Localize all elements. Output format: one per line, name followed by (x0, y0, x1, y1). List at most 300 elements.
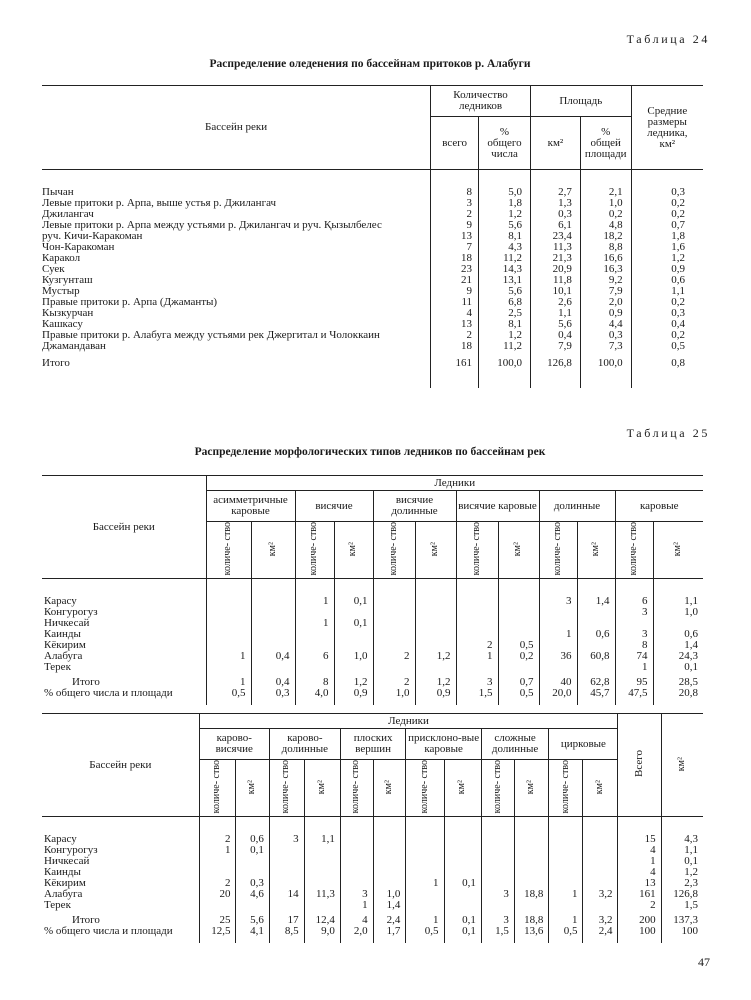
sub-header-km2: км² (266, 541, 278, 556)
total-value: 0,4 (275, 676, 290, 689)
cell-value: 2,1 (608, 186, 623, 198)
cell-value (583, 845, 612, 856)
cell-value (583, 856, 612, 867)
cell-value: 11 (461, 296, 473, 308)
cell-value (305, 900, 335, 911)
cell-value: 2 (487, 639, 493, 652)
cell-value (540, 662, 572, 673)
cell-value (374, 607, 410, 618)
cell-value (583, 867, 612, 878)
percent-value: 0,5 (424, 925, 439, 938)
cell-value (374, 596, 410, 607)
col-basin-header: Бассейн реки (42, 86, 431, 170)
total-row-label: Итого (72, 914, 100, 927)
total-value: 12,4 (315, 914, 335, 927)
cell-value (457, 662, 493, 673)
basin-name: Карасу (44, 595, 77, 608)
cell-value: 13,1 (502, 274, 522, 286)
cell-value: 1,4 (684, 639, 698, 652)
cell-value: 0,3 (250, 877, 264, 890)
cell-value (406, 900, 438, 911)
cell-value: 4 (466, 307, 473, 319)
cell-value (305, 845, 335, 856)
cell-value: 0,3 (671, 307, 685, 319)
cell-value: 9,2 (608, 274, 623, 286)
cell-value: 8 (642, 639, 648, 652)
cell-value (445, 856, 476, 867)
col-basin-header: Бассейн реки (42, 714, 199, 817)
cell-value (457, 618, 493, 629)
cell-value: 2,3 (684, 877, 698, 890)
cell-value (270, 856, 299, 867)
sub-header-count: количе- ство (551, 522, 563, 576)
cell-value: 60,8 (590, 650, 610, 663)
cell-value: 18,8 (524, 888, 544, 901)
cell-value: 3 (642, 606, 648, 619)
col-area-header: Площадь (530, 86, 631, 117)
cell-value (374, 618, 410, 629)
total-value: 1,2 (353, 676, 368, 689)
cell-value: 1,5 (684, 899, 698, 912)
cell-value (578, 662, 610, 673)
row-name: Левые притоки р. Арпа между устьями р. Джилангач и руч. Қызылбелес (42, 219, 382, 231)
cell-value (549, 845, 577, 856)
col-total-header: всего (431, 117, 479, 170)
cell-value (207, 618, 246, 629)
row-name: Кызкурчан (42, 307, 94, 319)
sub-header-km2: км² (456, 779, 468, 794)
col-avg-header: Средние размеры ледника, км² (631, 86, 703, 170)
sub-header-km2: км² (246, 779, 258, 794)
total-value: 17 (287, 914, 299, 927)
cell-value: 2,6 (558, 296, 572, 308)
cell-value: 0,6 (684, 628, 698, 641)
row-name: Мустыр (42, 285, 80, 297)
cell-value: 0,2 (671, 329, 685, 341)
cell-value: 1,0 (608, 197, 623, 209)
group-header: карово-висячие (199, 729, 269, 760)
cell-value (207, 662, 246, 673)
cell-value: 1,2 (671, 252, 685, 264)
total-value: 3 (487, 676, 493, 689)
cell-value: 1,1 (321, 833, 335, 846)
cell-value: 0,1 (684, 661, 698, 674)
total-value: 28,5 (678, 676, 698, 689)
cell-value (270, 845, 299, 856)
group-header: висячие (295, 491, 373, 522)
row-name: Кашкасу (42, 318, 83, 330)
cell-value: 18 (461, 340, 473, 352)
cell-value (270, 900, 299, 911)
cell-value (236, 856, 263, 867)
percent-value: 20,0 (552, 687, 572, 700)
cell-value: 0,6 (595, 628, 610, 641)
cell-value: 5,6 (508, 285, 522, 297)
cell-value: 1 (571, 888, 578, 901)
cell-value: 6,8 (508, 296, 522, 308)
percent-value: 0,1 (462, 925, 476, 938)
cell-value (583, 900, 612, 911)
cell-value: 1,6 (671, 241, 685, 253)
total-value: 4 (362, 914, 368, 927)
cell-value: 8 (466, 186, 473, 198)
cell-value (305, 856, 335, 867)
cell-value (549, 856, 577, 867)
basin-name: Терек (44, 899, 71, 912)
glaciers-header: Ледники (206, 476, 703, 491)
cell-value (406, 889, 438, 900)
cell-value: 5,0 (508, 186, 522, 198)
cell-value: 1,1 (671, 285, 685, 297)
col-all-header: Всего (633, 750, 646, 778)
basin-name: Ничкесай (44, 617, 90, 630)
cell-value (540, 607, 572, 618)
cell-value: 11,8 (553, 274, 572, 286)
cell-value (482, 867, 509, 878)
cell-value (499, 607, 534, 618)
total-value: 1 (240, 676, 246, 689)
percent-value: 0,9 (436, 687, 451, 700)
table-25-label: Таблица 25 (626, 426, 710, 440)
percent-value: 1,0 (395, 687, 410, 700)
cell-value: 4 (650, 844, 656, 857)
cell-value: 5,6 (558, 318, 572, 330)
cell-value: 0,2 (608, 208, 623, 220)
sub-header-count: количе- ство (308, 522, 320, 576)
percent-value: 0,5 (563, 925, 578, 938)
cell-value: 20,9 (552, 263, 572, 275)
table-24 (42, 85, 703, 388)
sub-header-count: количе- ство (627, 522, 639, 576)
total-value: 0,7 (519, 676, 534, 689)
cell-value: 3 (293, 833, 299, 846)
total-value: 3,2 (598, 914, 613, 927)
sub-header-count: количе- ство (559, 760, 571, 814)
percent-value: 13,6 (524, 925, 544, 938)
cell-value (252, 618, 290, 629)
total-value: 0,1 (462, 914, 476, 927)
cell-value (445, 900, 476, 911)
cell-value: 7,3 (608, 340, 623, 352)
cell-value: 1,1 (684, 595, 698, 608)
cell-value (341, 834, 368, 845)
percent-value: 100 (639, 925, 656, 938)
percent-value: 4,0 (314, 687, 329, 700)
sub-header-count: количе- ство (491, 760, 503, 814)
table-24-label: Таблица 24 (626, 32, 710, 46)
percent-value: 1,7 (386, 925, 401, 938)
basin-name: Терек (44, 661, 71, 674)
row-name: Джамандаван (42, 340, 106, 352)
cell-value: 0,1 (353, 617, 368, 630)
cell-value: 2 (404, 650, 410, 663)
cell-value (549, 900, 577, 911)
group-header: висячие долинные (373, 491, 456, 522)
cell-value: 0,2 (671, 296, 685, 308)
cell-value: 74 (636, 650, 648, 663)
total-value: 1 (433, 914, 439, 927)
cell-value: 0,2 (671, 208, 685, 220)
cell-value (482, 856, 509, 867)
table-24-title: Распределение оледенения по бассейнам притоков р. Алабуги (209, 58, 531, 70)
basin-name: Кёкирим (44, 877, 86, 890)
cell-value (296, 629, 329, 640)
cell-value (578, 607, 610, 618)
cell-value: 1 (433, 877, 439, 890)
cell-value (252, 662, 290, 673)
cell-value (236, 900, 263, 911)
col-km2-header: км² (530, 117, 580, 170)
cell-value: 11,3 (316, 888, 335, 901)
sub-header-km2: км² (525, 779, 537, 794)
cell-value: 4 (650, 866, 656, 879)
cell-value (482, 900, 509, 911)
row-name: Чон-Каракоман (42, 241, 115, 253)
group-header: плоских вершин (340, 729, 406, 760)
cell-value (252, 607, 290, 618)
cell-value: 0,1 (250, 844, 264, 857)
cell-value: 9 (466, 285, 473, 297)
cell-value (200, 900, 231, 911)
total-value: 40 (560, 676, 572, 689)
row-name: Каракол (42, 252, 81, 264)
cell-value: 1,8 (508, 197, 522, 209)
cell-value: 4,3 (684, 833, 698, 846)
sub-header-km2: км² (589, 541, 601, 556)
row-name: Кузгунташ (42, 274, 93, 286)
cell-value (515, 856, 544, 867)
cell-value (416, 596, 451, 607)
cell-value: 1 (487, 650, 493, 663)
cell-value: 1,2 (684, 866, 698, 879)
basin-name: Каинды (44, 866, 81, 879)
row-name: руч. Кичи-Каракоман (42, 230, 143, 242)
cell-value: 0,2 (519, 650, 534, 663)
cell-value: 1 (224, 844, 231, 857)
cell-value: 0,4 (275, 650, 290, 663)
sub-header-count: количе- ство (387, 522, 399, 576)
cell-value: 2 (466, 208, 473, 220)
percent-row-label: % общего числа и площади (44, 925, 173, 938)
sub-header-km2: км² (594, 779, 606, 794)
cell-value (341, 845, 368, 856)
sub-header-count: количе- ство (350, 760, 362, 814)
cell-value (200, 856, 231, 867)
cell-value: 18,2 (603, 230, 623, 242)
sub-header-count: количе- ство (470, 522, 482, 576)
cell-value (499, 618, 534, 629)
cell-value: 8,1 (508, 318, 522, 330)
sub-header-km2: км² (672, 541, 683, 556)
group-header: долинные (539, 491, 615, 522)
basin-name: Конгурогуз (44, 844, 98, 857)
cell-value: 1 (642, 661, 648, 674)
cell-value: 1,2 (508, 329, 522, 341)
cell-value: 11,2 (503, 252, 522, 264)
cell-value: 1 (323, 595, 329, 608)
col-km2-header: км² (676, 756, 688, 771)
percent-value: 0,3 (275, 687, 290, 700)
total-value: 2,4 (386, 914, 401, 927)
cell-value: 0,6 (671, 274, 685, 286)
cell-value: 3 (362, 888, 368, 901)
cell-value (482, 845, 509, 856)
cell-value: 0,3 (608, 329, 623, 341)
cell-value: 1 (362, 899, 368, 912)
percent-value: 4,1 (250, 925, 264, 938)
cell-value: 6,1 (558, 219, 572, 231)
cell-value (406, 834, 438, 845)
row-name: Пычан (42, 186, 74, 198)
cell-value: 16,6 (603, 252, 623, 264)
cell-value: 21 (461, 274, 473, 286)
cell-value: 3,2 (598, 888, 613, 901)
cell-value (457, 607, 493, 618)
cell-value: 0,2 (671, 197, 685, 209)
cell-value: 15 (644, 833, 656, 846)
cell-value: 6 (642, 595, 648, 608)
total-value: 25 (219, 914, 231, 927)
cell-value: 161 (639, 888, 656, 901)
percent-value: 1,5 (495, 925, 509, 938)
total-value: 137,3 (673, 914, 698, 927)
cell-value: 4,6 (250, 888, 264, 901)
cell-value (374, 629, 410, 640)
cell-value (482, 834, 509, 845)
cell-value (252, 629, 290, 640)
cell-value (335, 662, 368, 673)
cell-value: 2 (650, 899, 656, 912)
cell-value: 11,3 (553, 241, 572, 253)
cell-value: 0,5 (671, 340, 685, 352)
percent-value: 1,5 (478, 687, 493, 700)
cell-value: 0,9 (608, 307, 623, 319)
cell-value (374, 662, 410, 673)
cell-value: 1,4 (386, 899, 401, 912)
cell-value: 3 (503, 888, 509, 901)
cell-value (515, 900, 544, 911)
percent-value: 0,5 (519, 687, 534, 700)
cell-value: 36 (560, 650, 572, 663)
cell-value: 1,8 (671, 230, 685, 242)
cell-value: 1 (650, 855, 656, 868)
cell-value (207, 596, 246, 607)
cell-value (252, 596, 290, 607)
cell-value (549, 867, 577, 878)
cell-value (457, 596, 493, 607)
cell-value (305, 867, 335, 878)
total-value: 8 (323, 676, 329, 689)
cell-value (341, 867, 368, 878)
cell-value (270, 867, 299, 878)
table-25-title: Распределение морфологических типов ледников по бассейнам рек (194, 446, 546, 458)
total-value: 1,2 (436, 676, 451, 689)
cell-value: 1,4 (595, 595, 610, 608)
cell-value (549, 834, 577, 845)
cell-value (416, 662, 451, 673)
col-count-header: Количество ледников (431, 86, 531, 117)
col-pct-header: % общего числа (479, 117, 531, 170)
total-value: 3 (503, 914, 509, 927)
percent-value: 47,5 (628, 687, 648, 700)
total-value: 200 (639, 914, 656, 927)
cell-value: 14 (287, 888, 299, 901)
cell-value: 4,4 (608, 318, 623, 330)
cell-value (515, 834, 544, 845)
cell-value: 13 (644, 877, 656, 890)
row-name: Правые притоки р. Арпа (Джаманты) (42, 296, 218, 308)
cell-value: 3 (566, 595, 572, 608)
cell-value (374, 845, 401, 856)
cell-value: 0,4 (671, 318, 685, 330)
cell-value (296, 662, 329, 673)
cell-value (499, 662, 534, 673)
sub-header-count: количе- ство (211, 760, 223, 814)
cell-value (207, 629, 246, 640)
cell-value: 2 (224, 877, 231, 890)
cell-value (374, 867, 401, 878)
group-header: асимметричные каровые (206, 491, 295, 522)
cell-value: 1,3 (558, 197, 572, 209)
percent-value: 20,8 (678, 687, 698, 700)
cell-value: 1,1 (558, 307, 572, 319)
cell-value: 14,3 (502, 263, 522, 275)
col-basin-header: Бассейн реки (42, 476, 206, 579)
cell-value: 4,8 (608, 219, 623, 231)
cell-value: 2,7 (558, 186, 572, 198)
cell-value (445, 845, 476, 856)
cell-value: 8,1 (508, 230, 522, 242)
cell-value: 2 (466, 329, 473, 341)
percent-value: 12,5 (211, 925, 231, 938)
cell-value (416, 618, 451, 629)
cell-value (445, 889, 476, 900)
table-25-part-2 (42, 713, 703, 943)
cell-value: 9 (466, 219, 473, 231)
sub-header-count: количе- ство (280, 760, 292, 814)
total-value: 126,8 (547, 357, 572, 369)
table-25-part-1 (42, 475, 703, 705)
basin-name: Каинды (44, 628, 81, 641)
cell-value: 0,5 (519, 639, 534, 652)
cell-value (445, 834, 476, 845)
cell-value: 0,4 (558, 329, 572, 341)
sub-header-count: количе- ство (418, 760, 430, 814)
cell-value: 0,3 (671, 186, 685, 198)
percent-value: 9,0 (321, 925, 335, 938)
basin-name: Конгурогуз (44, 606, 98, 619)
col-pct-area-header: % общей площади (580, 117, 631, 170)
percent-value: 100 (681, 925, 698, 938)
total-value: 2 (404, 676, 410, 689)
sub-header-km2: км² (383, 779, 395, 794)
cell-value: 1,2 (508, 208, 522, 220)
row-name: Правые притоки р. Алабуга между устьями рек Джергитал и Чолоккаин (42, 329, 380, 341)
sub-header-count: количе- ство (222, 522, 234, 576)
cell-value: 3 (466, 197, 473, 209)
cell-value (583, 834, 612, 845)
row-name: Джилангач (42, 208, 94, 220)
cell-value: 20 (219, 888, 231, 901)
cell-value: 1,0 (684, 606, 698, 619)
total-row-label: Итого (72, 676, 100, 689)
cell-value: 21,3 (552, 252, 572, 264)
total-value: 1 (571, 914, 578, 927)
cell-value: 8,8 (608, 241, 623, 253)
cell-value: 2,5 (508, 307, 522, 319)
cell-value (374, 856, 401, 867)
cell-value (416, 607, 451, 618)
